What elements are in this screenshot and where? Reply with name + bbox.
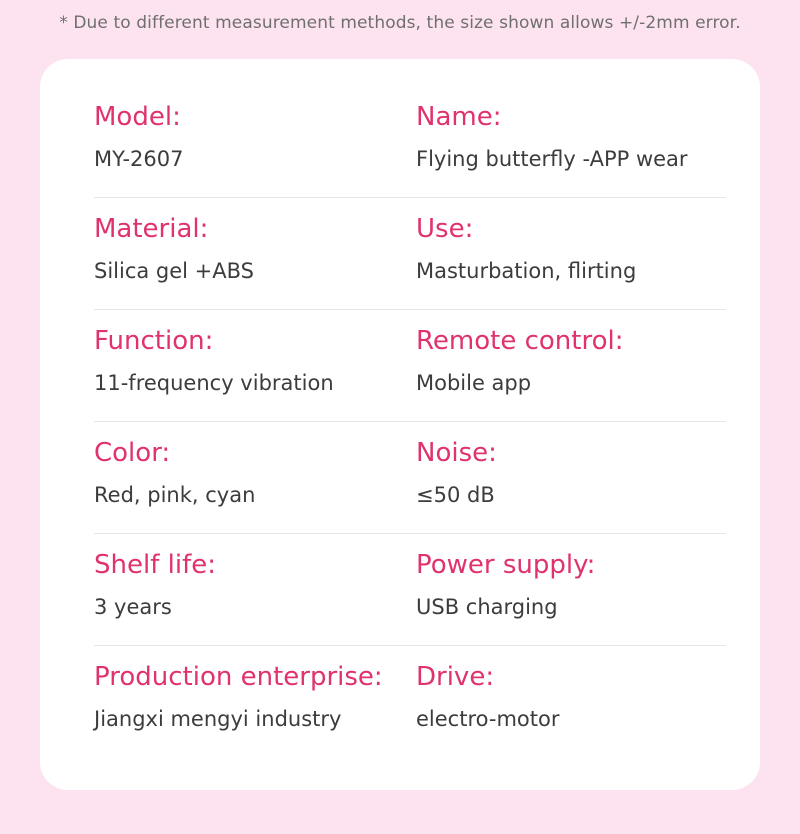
spec-label: Drive:	[416, 662, 495, 692]
spec-value: USB charging	[416, 595, 558, 619]
spec-row	[94, 422, 726, 534]
spec-label: Production enterprise:	[94, 662, 383, 692]
measurement-note: * Due to different measurement methods, the size shown allows +/-2mm error.	[59, 13, 741, 33]
spec-label: Model:	[94, 102, 181, 132]
spec-item-production-enterprise	[94, 646, 383, 732]
spec-label: Material:	[94, 214, 209, 244]
spec-label: Power supply:	[416, 550, 596, 580]
spec-item-shelf-life	[94, 534, 216, 620]
spec-item-material	[94, 198, 254, 284]
spec-value: electro-motor	[416, 707, 560, 731]
spec-value: MY-2607	[94, 147, 184, 171]
spec-label: Remote control:	[416, 326, 624, 356]
spec-row	[94, 646, 726, 757]
spec-item-name	[416, 86, 688, 172]
spec-item-color	[94, 422, 255, 508]
spec-label: Function:	[94, 326, 214, 356]
spec-label: Name:	[416, 102, 502, 132]
spec-row	[94, 534, 726, 646]
spec-label: Color:	[94, 438, 171, 468]
spec-value: ≤50 dB	[416, 483, 495, 507]
spec-item-function	[94, 310, 334, 396]
spec-value: 3 years	[94, 595, 172, 619]
spec-value: Mobile app	[416, 371, 532, 395]
spec-row	[94, 198, 726, 310]
spec-card	[40, 59, 760, 790]
spec-label: Use:	[416, 214, 474, 244]
spec-table	[94, 86, 726, 757]
spec-item-drive	[416, 646, 559, 732]
spec-value: Silica gel +ABS	[94, 259, 255, 283]
spec-item-remote-control	[416, 310, 623, 396]
spec-value: Masturbation, flirting	[416, 259, 637, 283]
spec-value: Red, pink, cyan	[94, 483, 256, 507]
spec-item-noise	[416, 422, 497, 508]
spec-label: Shelf life:	[94, 550, 216, 580]
spec-row	[94, 310, 726, 422]
spec-item-use	[416, 198, 636, 284]
spec-item-model	[94, 86, 183, 172]
spec-value: 11-frequency vibration	[94, 371, 334, 395]
spec-value: Jiangxi mengyi industry	[94, 707, 342, 731]
spec-label: Noise:	[416, 438, 497, 468]
spec-item-power-supply	[416, 534, 595, 620]
spec-value: Flying butterfly -APP wear	[416, 147, 688, 171]
spec-row	[94, 86, 726, 198]
